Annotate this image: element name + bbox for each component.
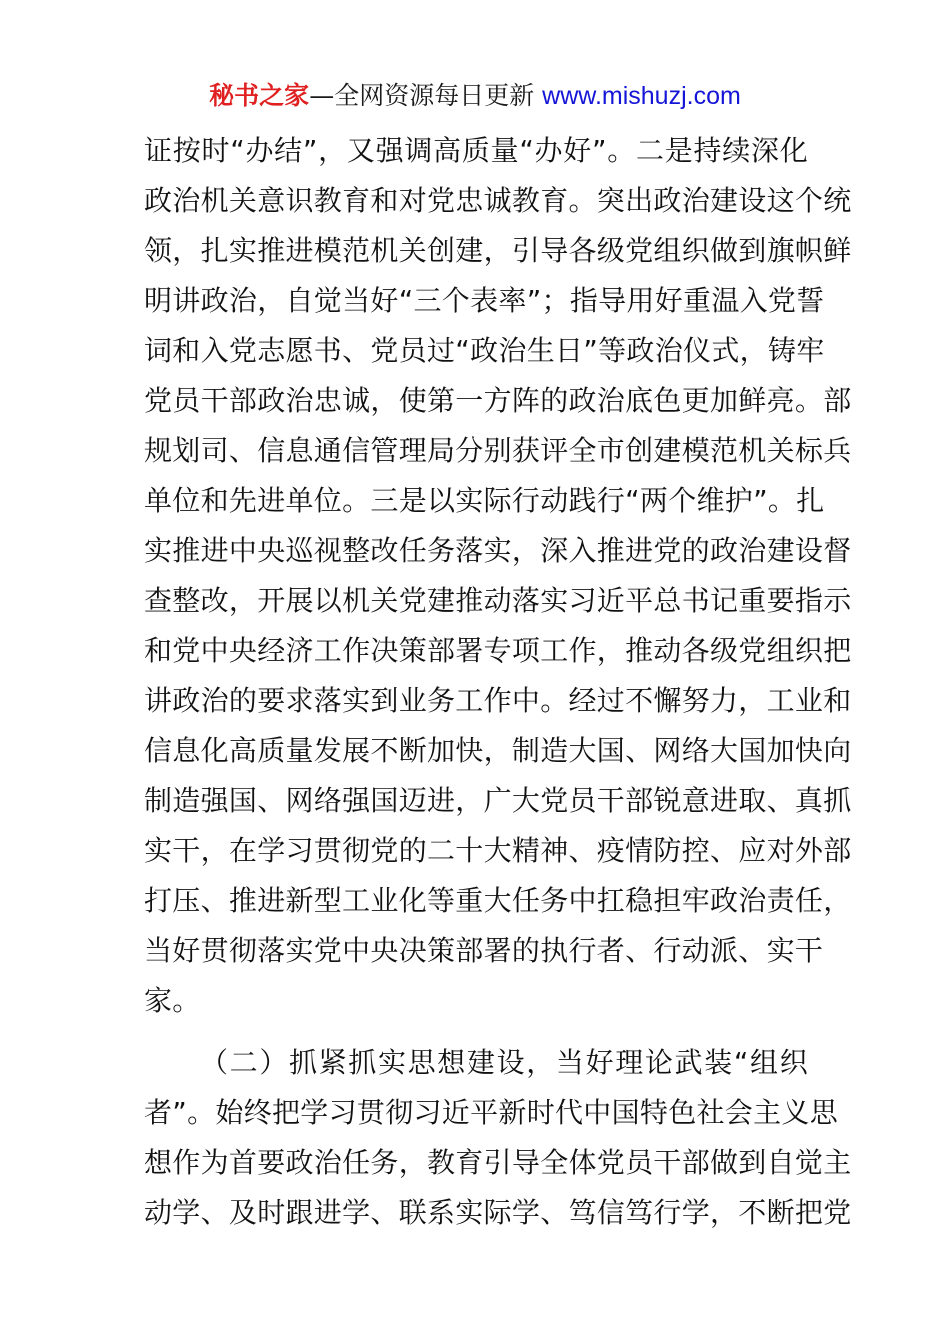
text-line: 和党中央经济工作决策部署专项工作，推动各级党组织把 (144, 634, 852, 667)
paragraph-gap (144, 1026, 808, 1038)
text-line: 规划司、信息通信管理局分别获评全市创建模范机关标兵 (144, 434, 852, 467)
text-line: 动学、及时跟进学、联系实际学、笃信笃行学，不断把党 (144, 1196, 852, 1229)
text-line: 打压、推进新型工业化等重大任务中扛稳担牢政治责任， (144, 884, 852, 917)
text-line: 信息化高质量发展不断加快，制造大国、网络大国加快向 (144, 734, 852, 767)
text-line: 实推进中央巡视整改任务落实，深入推进党的政治建设督 (144, 534, 852, 567)
text-line: 当好贯彻落实党中央决策部署的执行者、行动派、实干 (144, 934, 824, 967)
text-line: 领，扎实推进模范机关创建，引导各级党组织做到旗帜鲜 (144, 234, 852, 267)
text-line: 政治机关意识教育和对党忠诚教育。突出政治建设这个统 (144, 184, 852, 217)
text-line: 查整改，开展以机关党建推动落实习近平总书记重要指示 (144, 584, 852, 617)
text-line: 者”。始终把学习贯彻习近平新时代中国特色社会主义思 (144, 1096, 839, 1129)
text-line: 想作为首要政治任务，教育引导全体党员干部做到自觉主 (144, 1146, 852, 1179)
text-line-indented: （二）抓紧抓实思想建设，当好理论武装“组织 (200, 1046, 808, 1079)
text-line: 证按时“办结”，又强调高质量“办好”。二是持续深化 (144, 134, 808, 167)
document-body (144, 126, 852, 1238)
text-line: 家。 (144, 984, 201, 1017)
text-line: 党员干部政治忠诚，使第一方阵的政治底色更加鲜亮。部 (144, 384, 852, 417)
text-line: 实干，在学习贯彻党的二十大精神、疫情防控、应对外部 (144, 834, 852, 867)
text-line: 制造强国、网络强国迈进，广大党员干部锐意进取、真抓 (144, 784, 852, 817)
text-line: 单位和先进单位。三是以实际行动践行“两个维护”。扎 (144, 484, 825, 517)
site-header (0, 78, 950, 114)
header-tagline: —全网资源每日更新 (309, 81, 535, 110)
text-line: 明讲政治，自觉当好“三个表率”；指导用好重温入党誓 (144, 284, 825, 317)
paragraph-1 (144, 126, 852, 1026)
paragraph-2 (144, 1038, 852, 1238)
brand-name: 秘书之家 (209, 81, 310, 110)
text-line: 词和入党志愿书、党员过“政治生日”等政治仪式，铸牢 (144, 334, 825, 367)
site-url-link[interactable]: www.mishuzj.com (542, 82, 741, 110)
text-line: 讲政治的要求落实到业务工作中。经过不懈努力，工业和 (144, 684, 852, 717)
